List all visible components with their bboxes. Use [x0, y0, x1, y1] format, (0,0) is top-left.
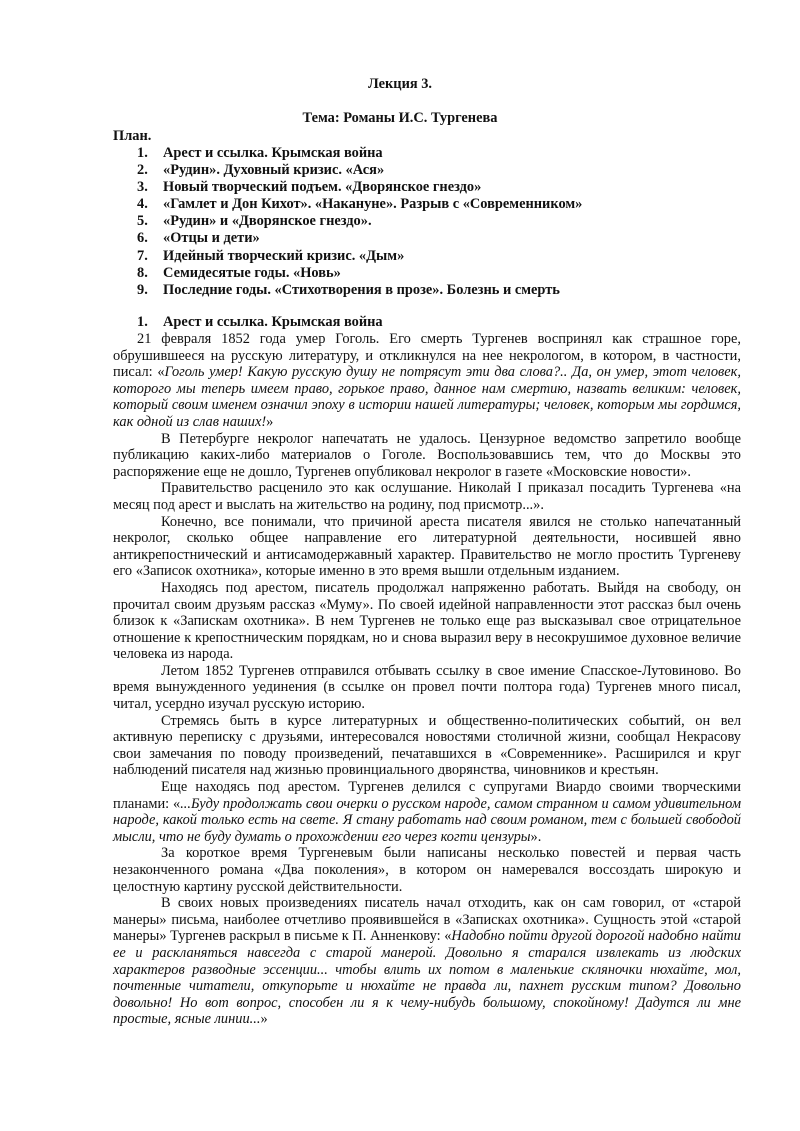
- plan-list: [137, 145, 777, 299]
- plan-item: [137, 230, 777, 247]
- paragraph: [113, 331, 741, 431]
- plan-item: [137, 196, 777, 213]
- plan-item-number: 9.: [137, 281, 148, 298]
- lecture-title: Лекция 3.: [367, 76, 433, 92]
- paragraph: Конечно, все понимали, что причиной ареста писателя явился не столько напечатанный некролог, сколько общее направление его литературной деятельности, носившей явно антикрепостнический и антисамодержавный характер. Правительство не могло простить Тургеневу его «Записок охотника», которые именно в это время вышли отдельным изданием.: [113, 513, 741, 580]
- plan-item-text: «Отцы и дети»: [163, 230, 260, 247]
- paragraph: Летом 1852 Тургенев отправился отбывать ссылку в свое имение Спасское-Лутовиново. Во время вынужденного уединения (в ссылке он провел почти полтора года) Тургенев много писал, читал, усердно изучал русскую историю.: [113, 662, 741, 713]
- paragraph-text: 21 февраля 1852 года умер Гоголь. Его смерть Тургенев воспринял как страшное горе, обрушившееся на русскую литературу, и откликнулся на нее некрологом, в котором, в частности, писал: «: [113, 331, 741, 381]
- plan-item-number: 8.: [137, 264, 148, 281]
- plan-item-number: 6.: [137, 230, 148, 247]
- paragraph-text: В своих новых произведениях писатель начал отходить, как он сам говорил, от «старой манеры» письма, наиболее отчетливо проявившейся в «Записках охотника». Сущность этой «старой манеры» Тургенев раскрыл в письме к П. Анненкову: «: [113, 895, 741, 945]
- section-heading: [137, 314, 383, 331]
- plan-item-number: 4.: [137, 196, 148, 213]
- plan-item-text: Арест и ссылка. Крымская война: [163, 145, 383, 161]
- paragraph: За короткое время Тургеневым были написаны несколько повестей и первая часть незаконченного романа «Два поколения», в котором он намеревался воссоздать широкую и целостную картину русской действительности.: [113, 845, 741, 895]
- plan-item-number: 1.: [137, 145, 148, 161]
- paragraph-text: Еще находясь под арестом. Тургенев делился с супругами Виардо своими творческими планами: «: [113, 779, 741, 812]
- quote-text: ...Буду продолжать свои очерки о русском народе, самом странном и самом удивительном народе, какой только есть на свете. Я стану работать над своим романом, тем с большей свободой мысли, что не буду думать о прохождении его через когти цензуры: [113, 795, 741, 845]
- paragraph: [113, 779, 741, 845]
- plan-item-text: Семидесятые годы. «Новь»: [163, 264, 341, 281]
- plan-item: [137, 282, 777, 299]
- plan-item: [137, 213, 777, 230]
- plan-item: [137, 248, 777, 265]
- plan-label: План.: [113, 128, 152, 144]
- plan-item-number: 5.: [137, 213, 148, 230]
- quote-close: »: [266, 413, 274, 430]
- plan-item: [137, 145, 777, 162]
- plan-item-number: 3.: [137, 179, 148, 196]
- plan-item-text: Последние годы. «Стихотворения в прозе». Болезнь и смерть: [163, 281, 560, 298]
- plan-item: [137, 162, 777, 179]
- quote-text: Надобно пойти другой дорогой надобно найти ее и раскланяться навсегда с старой манерой. Довольно я старался извлекать из людских характеров разводные эссенции... чтобы влить их потом в маленькие скляночки нюхайте, мол, почтенные читатели, откупорьте и нюхайте не правда ли, пахнет русским типом? Довольно довольно! Но вот вопрос, способен ли я к чему-нибудь большому, спокойному! Дадутся ли мне простые, ясные линии...: [113, 928, 741, 1028]
- plan-item-number: 7.: [137, 247, 148, 264]
- paragraph: [113, 895, 741, 1028]
- plan-item-text: Идейный творческий кризис. «Дым»: [163, 247, 405, 264]
- plan-item-text: «Гамлет и Дон Кихот». «Накануне». Разрыв с «Современником»: [163, 196, 583, 213]
- paragraph: В Петербурге некролог напечатать не удалось. Цензурное ведомство запретило вообще публикацию каких-либо материалов о Гоголе. Воспользовавшись тем, что до Москвы это распоряжение еще не дошло, Тургенев опубликовал некролог в газете «Московские новости».: [113, 430, 741, 480]
- section-body: [113, 331, 741, 1028]
- paragraph: Стремясь быть в курсе литературных и общественно-политических событий, он вел активную переписку с друзьями, интересовался новостями столичной жизни, сообщал Некрасову свои замечания по поводу произведений, печатавшихся в «Современнике». Расширился и круг наблюдений писателя над жизнью провинциального дворянства, чиновников и крестьян.: [113, 712, 741, 779]
- quote-text: Гоголь умер! Какую русскую душу не потрясут эти два слова?.. Да, он умер, этот человек, которого мы теперь имеем право, горькое право, данное нам смертию, назвать великим: человек, который своим именем означил эпоху в истории нашей литературы; человек, которым мы гордимся, как одной из слав наших!: [113, 364, 741, 430]
- paragraph: Находясь под арестом, писатель продолжал напряженно работать. Выйдя на свободу, он прочитал своим друзьям рассказ «Муму». По своей идейной направленности этот рассказ был очень близок к «Запискам охотника». В нем Тургенев не только еще раз высказывал свое отрицательное отношение к крепостническим порядкам, но и снова выразил веру в несокрушимое духовное величие человека из народа.: [113, 579, 741, 663]
- section-title: Арест и ссылка. Крымская война: [163, 314, 383, 330]
- plan-item: [137, 265, 777, 282]
- quote-close: »: [260, 1011, 268, 1028]
- plan-item-text: Новый творческий подъем. «Дворянское гнездо»: [163, 179, 482, 196]
- section-number: 1.: [137, 314, 148, 330]
- paragraph: Правительство расценило это как ослушание. Николай I приказал посадить Тургенева «на месяц под арест и выслать на жительство на родину, под присмотр...».: [113, 480, 741, 513]
- plan-item-number: 2.: [137, 162, 148, 179]
- plan-item-text: «Рудин» и «Дворянское гнездо».: [163, 213, 372, 230]
- quote-close: ».: [530, 828, 542, 845]
- plan-item-text: «Рудин». Духовный кризис. «Ася»: [163, 162, 385, 179]
- plan-item: [137, 179, 777, 196]
- lecture-theme: Тема: Романы И.С. Тургенева: [302, 110, 498, 126]
